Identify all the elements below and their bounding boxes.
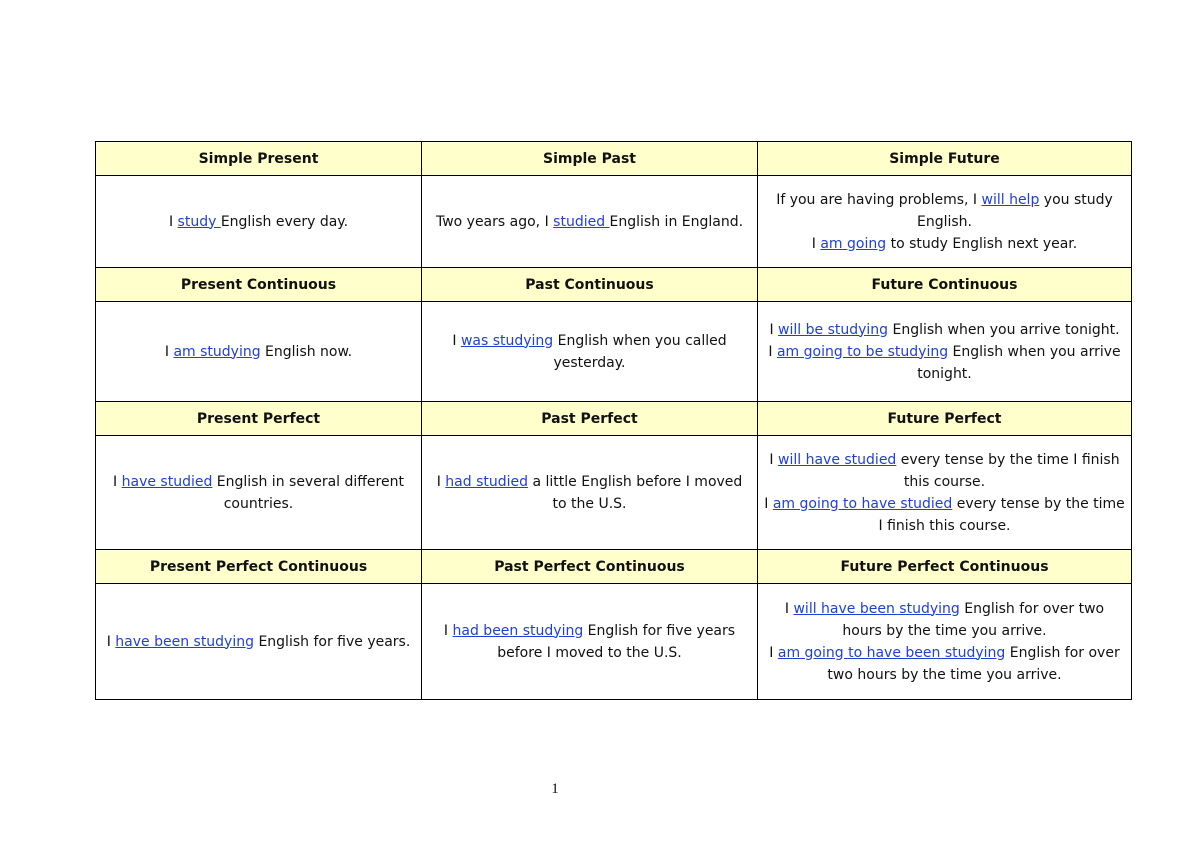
example-cell-future (758, 436, 1132, 550)
example-sentence (102, 341, 415, 363)
verb-phrase-link[interactable]: am going to be studying (776, 343, 949, 360)
sentence-text: English when you arrive tonight. (917, 343, 1121, 382)
tense-header-present: Present Perfect (96, 402, 422, 436)
verb-phrase-link[interactable]: study (177, 213, 221, 230)
verb-phrase-link[interactable]: have studied (121, 473, 213, 490)
example-sentence (764, 642, 1125, 686)
verb-phrase-link[interactable]: am going to have been studying (777, 644, 1006, 661)
example-sentence (428, 330, 751, 374)
sentence-text: English now. (260, 343, 353, 360)
tense-header-past: Past Continuous (422, 268, 758, 302)
example-sentence (102, 471, 415, 515)
example-sentence (102, 631, 415, 653)
sentence-text: I (769, 451, 779, 468)
example-sentence (102, 211, 415, 233)
example-cell-past (422, 176, 758, 268)
tenses-table-body (96, 142, 1132, 700)
example-cell-past (422, 436, 758, 550)
tense-header-past: Past Perfect (422, 402, 758, 436)
tense-header-future: Future Perfect Continuous (758, 550, 1132, 584)
example-sentence (428, 471, 751, 515)
tenses-table (95, 141, 1132, 700)
sentence-text: every tense by the time I finish this course. (878, 495, 1125, 534)
example-cell-present (96, 584, 422, 700)
sentence-text: I (769, 321, 779, 338)
example-sentence (764, 233, 1125, 255)
sentence-text: English for five years. (254, 633, 411, 650)
tense-header-future: Future Perfect (758, 402, 1132, 436)
sentence-text: English for five years before I moved to the U.S. (497, 622, 736, 661)
verb-phrase-link[interactable]: had studied (445, 473, 529, 490)
example-cell-future (758, 302, 1132, 402)
sentence-text: I (452, 332, 461, 349)
verb-phrase-link[interactable]: am studying (173, 343, 261, 360)
sentence-text: you study English. (916, 191, 1113, 230)
sentence-text: I (168, 213, 178, 230)
sentence-text: I (436, 473, 446, 490)
example-sentence (764, 493, 1125, 537)
verb-phrase-link[interactable]: will help (981, 191, 1040, 208)
example-row (96, 176, 1132, 268)
tense-header-future: Future Continuous (758, 268, 1132, 302)
example-cell-future (758, 584, 1132, 700)
tense-header-future: Simple Future (758, 142, 1132, 176)
example-sentence (428, 620, 751, 664)
verb-phrase-link[interactable]: had been studying (452, 622, 584, 639)
example-row (96, 436, 1132, 550)
sentence-text: I (764, 495, 773, 512)
example-sentence (764, 341, 1125, 385)
header-row (96, 550, 1132, 584)
tense-header-present: Present Perfect Continuous (96, 550, 422, 584)
example-sentence (428, 211, 751, 233)
example-sentence (764, 449, 1125, 493)
sentence-text: a little English before I moved to the U.S. (528, 473, 743, 512)
tense-header-present: Simple Present (96, 142, 422, 176)
example-cell-future (758, 176, 1132, 268)
page-number: 1 (551, 781, 559, 797)
header-row (96, 402, 1132, 436)
verb-phrase-link[interactable]: have been studying (115, 633, 254, 650)
example-sentence (764, 319, 1125, 341)
example-sentence (764, 189, 1125, 233)
sentence-text: English in England. (609, 213, 744, 230)
verb-phrase-link[interactable]: will have been studying (793, 600, 960, 617)
sentence-text: English when you called yesterday. (553, 332, 727, 371)
tense-header-past: Simple Past (422, 142, 758, 176)
sentence-text: every tense by the time I finish this course. (896, 451, 1120, 490)
verb-phrase-link[interactable]: was studying (460, 332, 554, 349)
sentence-text: I (113, 473, 122, 490)
verb-phrase-link[interactable]: am going (820, 235, 887, 252)
sentence-text: English in several different countries. (212, 473, 404, 512)
sentence-text: English every day. (220, 213, 349, 230)
sentence-text: I (768, 343, 777, 360)
verb-phrase-link[interactable]: will have studied (778, 451, 897, 468)
sentence-text: to study English next year. (886, 235, 1078, 252)
sentence-text: If you are having problems, I (776, 191, 982, 208)
sentence-text: I (769, 644, 778, 661)
example-cell-past (422, 584, 758, 700)
header-row (96, 142, 1132, 176)
tense-header-past: Past Perfect Continuous (422, 550, 758, 584)
sentence-text: English for over two hours by the time you arrive. (827, 644, 1120, 683)
example-sentence (764, 598, 1125, 642)
verb-phrase-link[interactable]: studied (553, 213, 610, 230)
sentence-text: Two years ago, I (435, 213, 554, 230)
example-row (96, 584, 1132, 700)
sentence-text: English for over two hours by the time you arrive. (842, 600, 1105, 639)
example-cell-present (96, 176, 422, 268)
example-cell-present (96, 436, 422, 550)
sentence-text: I (106, 633, 116, 650)
example-cell-past (422, 302, 758, 402)
tense-header-present: Present Continuous (96, 268, 422, 302)
example-cell-present (96, 302, 422, 402)
sentence-text: I (164, 343, 174, 360)
sentence-text: I (784, 600, 794, 617)
verb-phrase-link[interactable]: will be studying (778, 321, 889, 338)
header-row (96, 268, 1132, 302)
example-row (96, 302, 1132, 402)
verb-phrase-link[interactable]: am going to have studied (772, 495, 953, 512)
sentence-text: I (811, 235, 821, 252)
sentence-text: I (443, 622, 453, 639)
sentence-text: English when you arrive tonight. (888, 321, 1120, 338)
